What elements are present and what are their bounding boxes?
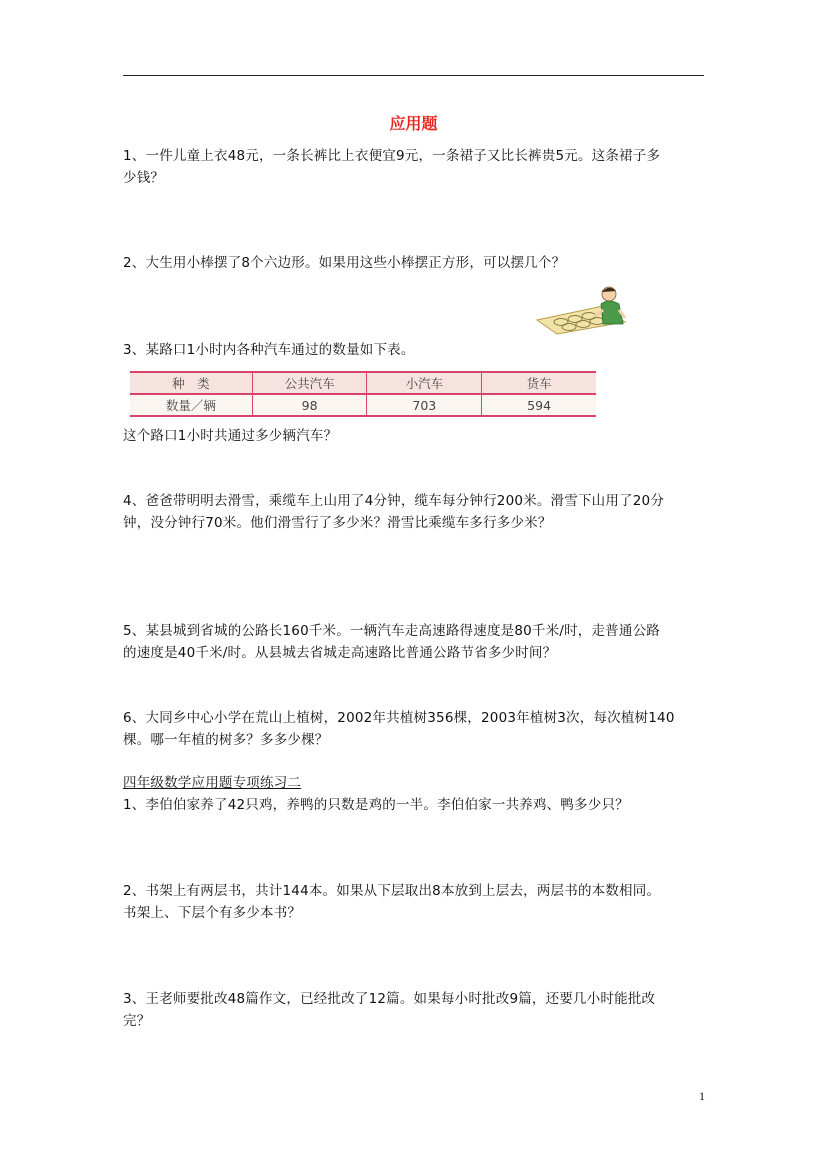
table-row [130,394,596,416]
table-header-cell: 小汽车 [367,372,482,394]
traffic-count-table [130,371,596,417]
table-header-row [130,372,596,394]
question-line: 1、一件儿童上衣48元，一条长裤比上衣便宜9元，一条裙子又比长裤贵5元。这条裙子多 [123,148,661,164]
section-2-question-2 [123,880,708,924]
page-title: 应用题 [389,114,438,133]
question-4 [123,490,708,534]
section-2-question-3 [123,988,708,1032]
question-line: 3、王老师要批改48篇作文，已经批改了12篇。如果每小时批改9篇，还要几小时能批改 [123,991,656,1007]
question-6 [123,707,708,751]
boy-with-sticks-illustration [533,284,639,336]
question-5 [123,620,708,664]
question-line: 钟，没分钟行70米。他们滑雪行了多少米？滑雪比乘缆车多行多少米？ [123,515,552,531]
question-line: 棵。哪一年植的树多？多多少棵？ [123,732,329,748]
section-heading: 四年级数学应用题专项练习二 [123,775,302,791]
question-line: 4、爸爸带明明去滑雪，乘缆车上山用了4分钟，缆车每分钟行200米。滑雪下山用了20分 [123,493,665,509]
question-line: 6、大同乡中心小学在荒山上植树，2002年共植树356棵，2003年植树3次，每次植树140 [123,710,675,726]
table-header-cell: 种 类 [130,372,252,394]
table-row-label: 数量／辆 [130,394,252,416]
table-cell: 703 [367,394,482,416]
question-line: 1、李伯伯家养了42只鸡，养鸭的只数是鸡的一半。李伯伯家一共养鸡、鸭多少只？ [123,797,629,813]
question-2 [123,252,708,274]
question-line: 3、某路口1小时内各种汽车通过的数量如下表。 [123,342,415,358]
question-3-prompt [123,425,708,447]
table-cell: 98 [252,394,367,416]
question-line: 完？ [123,1013,151,1029]
table-header-cell: 公共汽车 [252,372,367,394]
table-cell: 594 [482,394,596,416]
table-header-cell: 货车 [482,372,596,394]
question-line: 5、某县城到省城的公路长160千米。一辆汽车走高速路得速度是80千米/时，走普通公路 [123,623,660,639]
question-1 [123,145,708,189]
question-3 [123,339,708,361]
question-line: 书架上、下层个有多少本书？ [123,905,302,921]
question-line: 2、大生用小棒摆了8个六边形。如果用这些小棒摆正方形，可以摆几个？ [123,255,566,271]
header-rule [123,75,704,76]
page-number: 1 [699,1089,705,1103]
question-line: 这个路口1小时共通过多少辆汽车？ [123,428,338,444]
section-2 [123,772,708,816]
question-line: 的速度是40千米/时。从县城去省城走高速路比普通公路节省多少时间？ [123,645,557,661]
question-line: 少钱？ [123,170,165,186]
question-line: 2、书架上有两层书，共计144本。如果从下层取出8本放到上层去，两层书的本数相同。 [123,883,661,899]
